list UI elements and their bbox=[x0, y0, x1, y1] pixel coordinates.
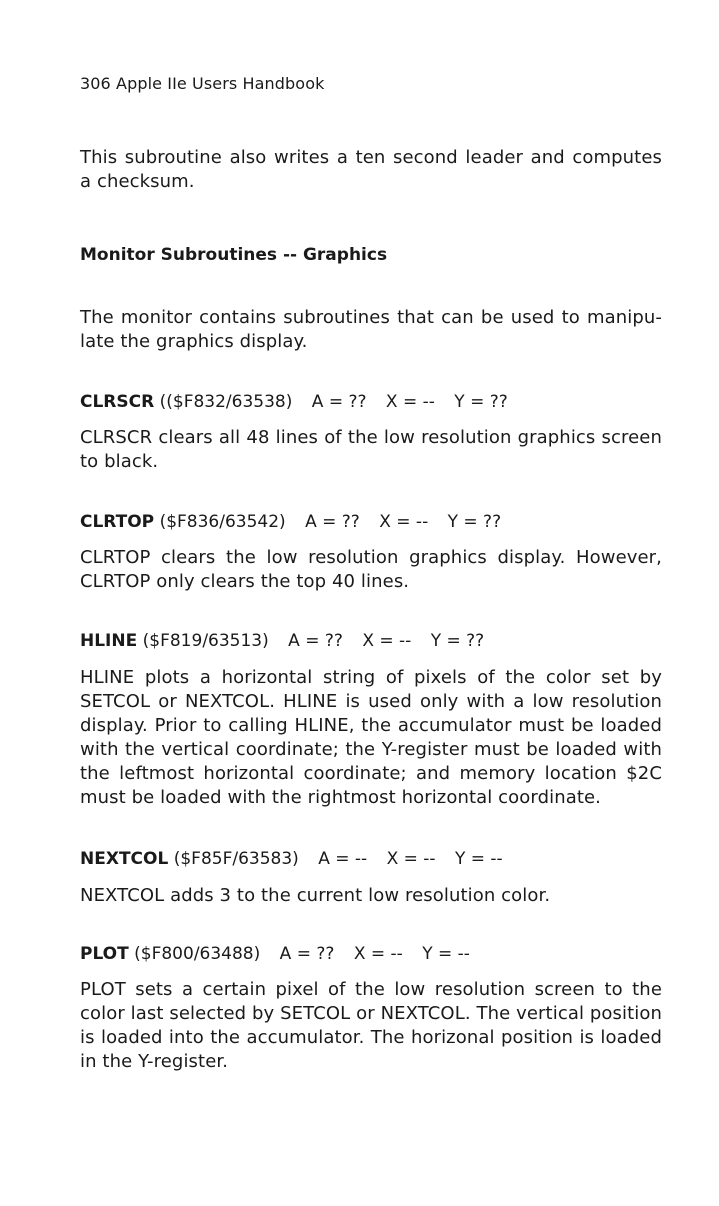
running-head bbox=[80, 74, 324, 93]
routine-name: CLRTOP bbox=[80, 512, 155, 532]
register-x: X = -- bbox=[386, 849, 436, 869]
register-a: A = -- bbox=[318, 849, 368, 869]
routine-name: NEXTCOL bbox=[80, 849, 169, 869]
entry-description-clrtop: CLRTOP clears the low resolution graphics display. However, CLRTOP only clears the top 40 lines. bbox=[80, 547, 662, 592]
routine-address: ($F819/63513) bbox=[142, 631, 269, 651]
register-y: Y = -- bbox=[454, 849, 503, 869]
register-a: A = ?? bbox=[288, 631, 343, 651]
register-x: X = -- bbox=[385, 392, 435, 412]
intro-paragraph: This subroutine also writes a ten second leader and computes a checksum. bbox=[80, 147, 662, 192]
section-heading: Monitor Subroutines -- Graphics bbox=[80, 245, 388, 265]
entry-signature-plot bbox=[80, 944, 470, 964]
routine-address: (($F832/63538) bbox=[159, 392, 293, 412]
routine-address: ($F800/63488) bbox=[134, 944, 261, 964]
register-a: A = ?? bbox=[305, 512, 360, 532]
book-title: Apple IIe Users Handbook bbox=[116, 74, 325, 93]
routine-address: ($F836/63542) bbox=[159, 512, 286, 532]
entry-description-nextcol: NEXTCOL adds 3 to the current low resolution color. bbox=[80, 885, 551, 906]
register-x: X = -- bbox=[379, 512, 429, 532]
page-number: 306 bbox=[80, 74, 111, 93]
routine-address: ($F85F/63583) bbox=[173, 849, 299, 869]
entry-description-hline: HLINE plots a horizontal string of pixels of the color set by SETCOL or NEXTCOL. HLINE is used only with a low resolution display. Prior to calling HLINE, the accumulator must be loaded with the vertical coordinate; the Y-register must be loaded with the leftmost horizontal coordinate; and memory location $2C must be loaded with the rightmost horizontal coordinate. bbox=[80, 667, 662, 808]
routine-name: PLOT bbox=[80, 944, 129, 964]
entry-signature-clrscr bbox=[80, 392, 508, 412]
register-x: X = -- bbox=[362, 631, 412, 651]
register-a: A = ?? bbox=[279, 944, 335, 964]
entry-signature-hline bbox=[80, 631, 484, 651]
routine-name: HLINE bbox=[80, 631, 138, 651]
register-y: Y = ?? bbox=[454, 392, 508, 412]
register-y: Y = ?? bbox=[430, 631, 485, 651]
routine-name: CLRSCR bbox=[80, 392, 155, 412]
entry-signature-clrtop bbox=[80, 512, 501, 532]
entry-description-clrscr: CLRSCR clears all 48 lines of the low resolution graphics screen to black. bbox=[80, 427, 662, 472]
register-y: Y = -- bbox=[422, 944, 470, 964]
register-a: A = ?? bbox=[311, 392, 367, 412]
register-x: X = -- bbox=[353, 944, 403, 964]
register-y: Y = ?? bbox=[447, 512, 502, 532]
entry-signature-nextcol bbox=[80, 849, 503, 869]
entry-description-plot: PLOT sets a certain pixel of the low resolution screen to the color last selected by SETCOL or NEXTCOL. The vertical position is loaded into the accumulator. The horizonal position is loaded in the Y-register. bbox=[80, 979, 662, 1072]
section-description: The monitor contains subroutines that can be used to manipu-late the graphics display. bbox=[80, 307, 662, 352]
